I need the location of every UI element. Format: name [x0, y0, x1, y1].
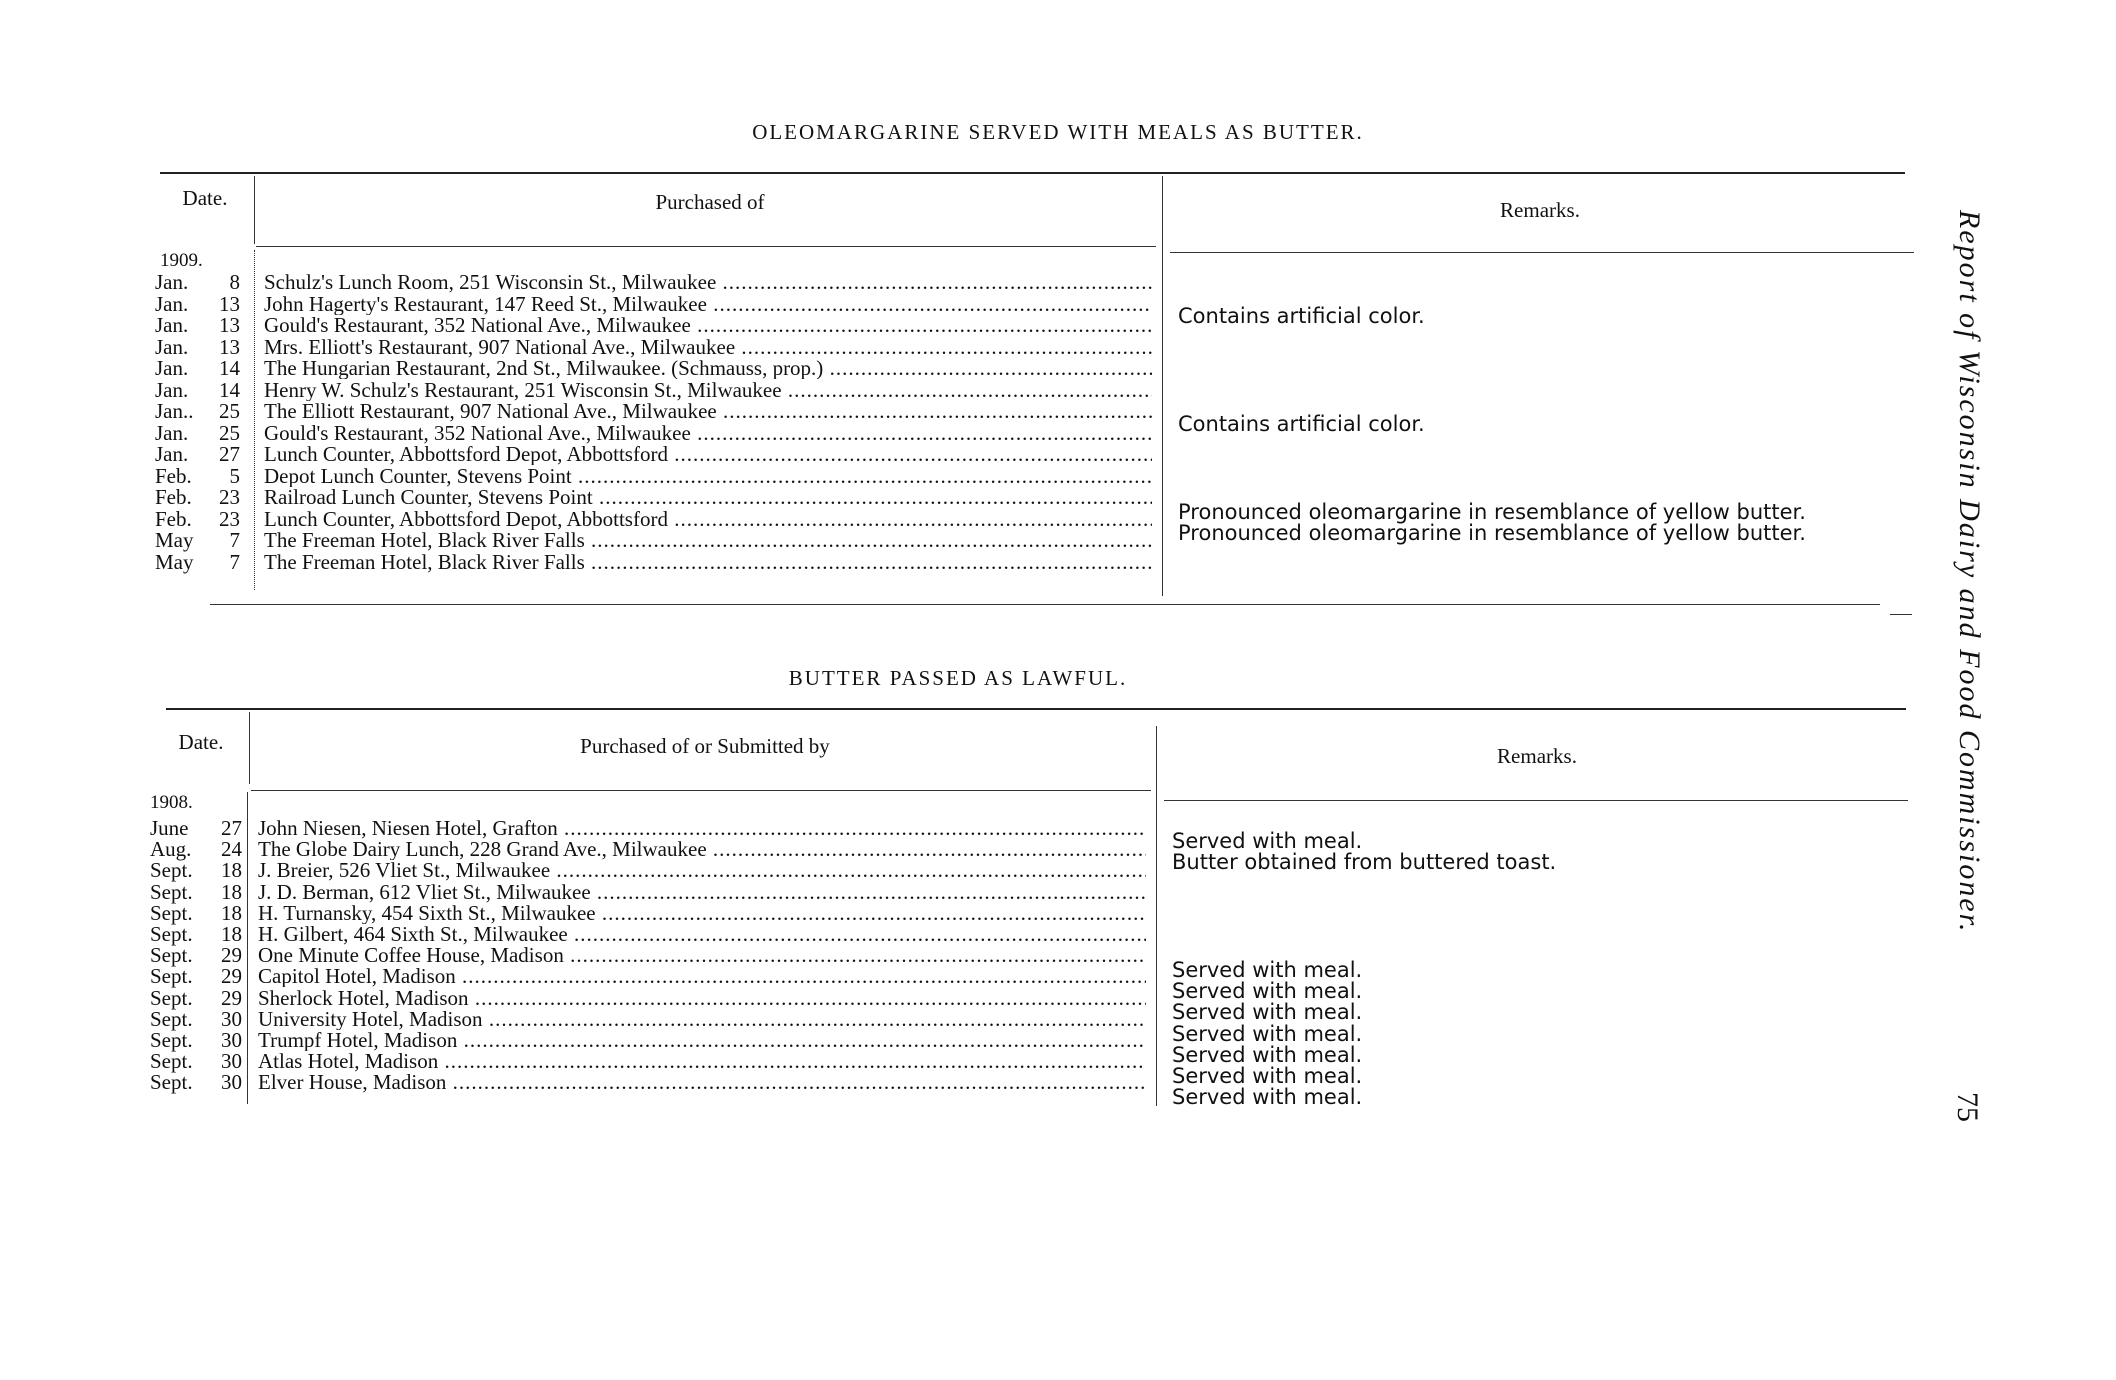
date-day: 27	[221, 816, 242, 840]
date-day: 13	[219, 334, 240, 359]
remark-text: Served with meal.	[1172, 979, 1363, 1004]
date-day: 18	[221, 922, 242, 946]
section2-year: 1908.	[150, 792, 193, 813]
table-row	[0, 860, 2116, 881]
date-month: Jan.	[155, 442, 189, 466]
date-day: 23	[219, 506, 240, 531]
section2-date-header: Date.	[178, 730, 224, 754]
table-row	[0, 463, 2116, 488]
date-month: Sept.	[150, 858, 193, 883]
remark-text: Served with meal.	[1172, 1021, 1363, 1046]
table-row	[0, 549, 2116, 574]
purchased-of: The Globe Dairy Lunch, 228 Grand Ave., Milwaukee .....	[258, 839, 1146, 860]
date-month: Sept.	[150, 943, 193, 968]
purchased-of: Trumpf Hotel, Madison .....	[258, 1030, 1146, 1051]
table-row	[0, 945, 2116, 966]
section1-top-rule	[160, 172, 1905, 174]
purchased-of: Depot Lunch Counter, Stevens Point .....	[264, 466, 1152, 487]
table-row	[0, 334, 2116, 359]
date-day: 18	[221, 858, 242, 883]
remark-text: Served with meal.	[1172, 1085, 1363, 1110]
date-day: 7	[229, 528, 240, 552]
date-month: Feb.	[155, 463, 192, 488]
table-row	[0, 818, 2116, 839]
purchased-of: Sherlock Hotel, Madison .....	[258, 988, 1146, 1009]
table-row	[0, 291, 2116, 316]
date-month: Jan.	[155, 291, 189, 316]
date-month: Sept.	[150, 1028, 193, 1052]
date-day: 14	[219, 377, 240, 402]
purchased-of: John Niesen, Niesen Hotel, Grafton .....	[258, 818, 1146, 839]
date-day: 30	[221, 1006, 242, 1031]
table-row	[0, 1030, 2116, 1051]
remark-text: Butter obtained from buttered toast.	[1172, 849, 1557, 874]
section2-header-rule-right	[1164, 800, 1908, 801]
section1-header-rule-left	[256, 246, 1156, 247]
remark-text: Served with meal.	[1172, 1000, 1363, 1025]
purchased-of: The Freeman Hotel, Black River Falls .....	[264, 530, 1152, 551]
date-day: 14	[219, 356, 240, 380]
purchased-of: Atlas Hotel, Madison .....	[258, 1051, 1146, 1072]
date-month: Jan.	[155, 334, 189, 359]
date-month: Sept.	[150, 1049, 193, 1074]
date-day: 18	[221, 879, 242, 904]
remark-text: Served with meal.	[1172, 1063, 1363, 1088]
date-month: Feb.	[155, 485, 192, 509]
date-day: 25	[219, 420, 240, 445]
section1-bottom-dash	[1890, 614, 1912, 615]
table-row	[0, 879, 2116, 904]
purchased-of: John Hagerty's Restaurant, 147 Reed St., Milwaukee .....	[264, 294, 1152, 315]
remark-text: Contains artificial color.	[1178, 411, 1425, 436]
date-month: Aug.	[150, 837, 192, 862]
date-day: 7	[229, 549, 240, 574]
remark-text: Contains artificial color.	[1178, 304, 1425, 329]
date-day: 13	[219, 291, 240, 316]
purchased-of: J. D. Berman, 612 Vliet St., Milwaukee .....	[258, 882, 1146, 903]
remark-text: Served with meal.	[1172, 828, 1363, 853]
date-day: 30	[221, 1070, 242, 1095]
date-month: Jan.	[155, 377, 189, 402]
table-row	[0, 358, 2116, 379]
date-day: 25	[219, 399, 240, 423]
purchased-of: Gould's Restaurant, 352 National Ave., Milwaukee .....	[264, 315, 1152, 336]
section1-date-divider	[254, 176, 255, 244]
section1-header-rule-right	[1170, 252, 1914, 253]
date-day: 27	[219, 442, 240, 466]
date-month: Sept.	[150, 1006, 193, 1031]
page-number: 75	[1951, 1092, 1984, 1122]
table-row	[0, 839, 2116, 860]
section1-title: OLEOMARGARINE SERVED WITH MEALS AS BUTTER.	[752, 120, 1364, 144]
section1-purchased-header: Purchased of	[655, 190, 765, 214]
section2-top-rule	[166, 708, 1906, 710]
date-month: Jan..	[155, 399, 194, 423]
table-row	[0, 924, 2116, 945]
table-row	[0, 985, 2116, 1010]
section2-date-divider	[249, 712, 250, 784]
date-month: Sept.	[150, 879, 193, 904]
purchased-of: Elver House, Madison .....	[258, 1072, 1146, 1093]
date-month: Sept.	[150, 964, 193, 989]
table-row	[0, 377, 2116, 402]
date-month: Jan.	[155, 313, 189, 337]
section2-header-rule-left	[251, 790, 1151, 791]
table-row	[0, 315, 2116, 336]
section1-date-header: Date.	[182, 186, 228, 210]
purchased-of: Railroad Lunch Counter, Stevens Point .....	[264, 487, 1152, 508]
date-day: 13	[219, 313, 240, 337]
date-month: Sept.	[150, 900, 193, 925]
purchased-of: The Hungarian Restaurant, 2nd St., Milwaukee. (Schmauss, prop.) .....	[264, 358, 1152, 379]
table-row	[0, 401, 2116, 422]
remark-text: Pronounced oleomargarine in resemblance of yellow butter.	[1178, 521, 1806, 546]
date-month: Feb.	[155, 506, 192, 531]
purchased-of: Schulz's Lunch Room, 251 Wisconsin St., Milwaukee .....	[264, 272, 1152, 293]
date-day: 30	[221, 1049, 242, 1074]
purchased-of: Henry W. Schulz's Restaurant, 251 Wisconsin St., Milwaukee .....	[264, 380, 1152, 401]
date-day: 29	[221, 943, 242, 968]
date-month: May	[155, 528, 194, 552]
table-row	[0, 1072, 2116, 1093]
purchased-of: Mrs. Elliott's Restaurant, 907 National Ave., Milwaukee .....	[264, 337, 1152, 358]
table-row	[0, 900, 2116, 925]
date-day: 30	[221, 1028, 242, 1052]
purchased-of: Lunch Counter, Abbottsford Depot, Abbottsford .....	[264, 509, 1152, 530]
remark-text: Pronounced oleomargarine in resemblance of yellow butter.	[1178, 499, 1806, 524]
running-title: Report of Wisconsin Dairy and Food Commissioner.	[1953, 210, 1986, 934]
table-row	[0, 1051, 2116, 1072]
section2-purchased-header: Purchased of or Submitted by	[580, 734, 830, 758]
table-row	[0, 966, 2116, 987]
date-day: 29	[221, 964, 242, 989]
purchased-of: The Freeman Hotel, Black River Falls .....	[264, 552, 1152, 573]
section2-title: BUTTER PASSED AS LAWFUL.	[788, 666, 1128, 690]
date-month: Jan.	[155, 356, 189, 380]
section1-year: 1909.	[160, 250, 203, 271]
date-month: Sept.	[150, 985, 193, 1010]
purchased-of: J. Breier, 526 Vliet St., Milwaukee .....	[258, 860, 1146, 881]
date-day: 29	[221, 985, 242, 1010]
purchased-of: University Hotel, Madison .....	[258, 1009, 1146, 1030]
section1-remarks-header: Remarks.	[1500, 198, 1580, 222]
date-month: Sept.	[150, 1070, 193, 1095]
section1-bottom-rule	[210, 604, 1880, 605]
purchased-of: One Minute Coffee House, Madison .....	[258, 945, 1146, 966]
purchased-of: Lunch Counter, Abbottsford Depot, Abbottsford .....	[264, 444, 1152, 465]
purchased-of: H. Gilbert, 464 Sixth St., Milwaukee .....	[258, 924, 1146, 945]
table-row	[0, 1006, 2116, 1031]
purchased-of: The Elliott Restaurant, 907 National Ave., Milwaukee .....	[264, 401, 1152, 422]
date-day: 23	[219, 485, 240, 509]
date-month: Jan.	[155, 270, 189, 294]
date-month: May	[155, 549, 194, 574]
date-day: 8	[229, 270, 240, 294]
date-month: June	[150, 816, 189, 840]
purchased-of: H. Turnansky, 454 Sixth St., Milwaukee .....	[258, 903, 1146, 924]
section2-remarks-header: Remarks.	[1497, 744, 1577, 768]
date-day: 18	[221, 900, 242, 925]
date-month: Sept.	[150, 922, 193, 946]
table-row	[0, 420, 2116, 445]
date-month: Jan.	[155, 420, 189, 445]
remark-text: Served with meal.	[1172, 957, 1363, 982]
date-day: 5	[229, 463, 240, 488]
table-row	[0, 444, 2116, 465]
remark-text: Served with meal.	[1172, 1042, 1363, 1067]
purchased-of: Capitol Hotel, Madison .....	[258, 966, 1146, 987]
date-day: 24	[221, 837, 242, 862]
purchased-of: Gould's Restaurant, 352 National Ave., Milwaukee .....	[264, 423, 1152, 444]
table-row	[0, 272, 2116, 293]
